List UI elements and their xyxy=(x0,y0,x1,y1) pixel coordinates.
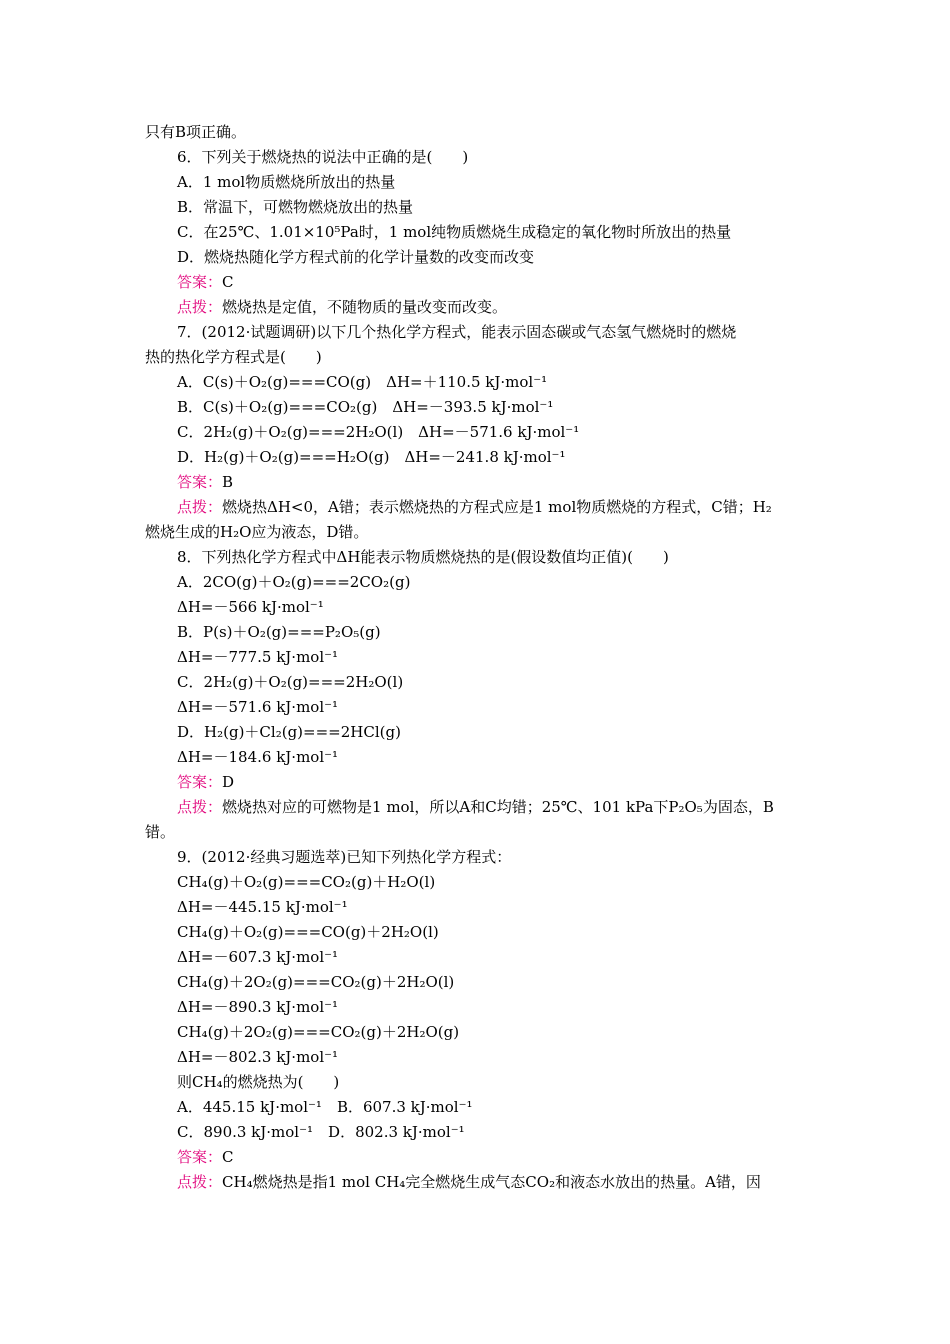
option-c: C．在25℃、1.01×10⁵Pa时，1 mol纯物质燃烧生成稳定的氧化物时所放出的热量 xyxy=(177,223,732,241)
answer-value: C xyxy=(222,273,234,291)
equation-line: ΔH=－777.5 kJ·mol⁻¹ xyxy=(177,648,339,666)
hint-text: 燃烧热ΔH<0，A错；表示燃烧热的方程式应是1 mol物质燃烧的方程式，C错；H₂ xyxy=(222,498,772,516)
question-prompt: 则CH₄的燃烧热为( ) xyxy=(177,1073,340,1091)
hint-text: 燃烧热对应的可燃物是1 mol，所以A和C均错；25℃、101 kPa下P₂O₅为固态，B xyxy=(222,798,774,816)
text-line: 燃烧生成的H₂O应为液态，D错。 xyxy=(145,523,369,541)
option-a: A．2CO(g)＋O₂(g)===2CO₂(g) xyxy=(177,573,411,591)
equation-line: CH₄(g)＋2O₂(g)===CO₂(g)＋2H₂O(l) xyxy=(177,973,455,991)
question-8: 8．下列热化学方程式中ΔH能表示物质燃烧热的是(假设数值均正值)( ) xyxy=(177,548,669,566)
option-c: C．2H₂(g)＋O₂(g)===2H₂O(l) xyxy=(177,673,404,691)
answer-label: 答案： xyxy=(177,273,223,291)
answer-label: 答案： xyxy=(177,473,223,491)
answer-label: 答案： xyxy=(177,1148,223,1166)
question-9: 9．(2012·经典习题选萃)已知下列热化学方程式： xyxy=(177,848,512,866)
hint-line xyxy=(177,797,817,817)
options-cd: C．890.3 kJ·mol⁻¹ D．802.3 kJ·mol⁻¹ xyxy=(177,1123,465,1141)
answer-line xyxy=(177,472,817,492)
answer-line xyxy=(177,272,817,292)
hint-label: 点拨： xyxy=(177,1173,223,1191)
option-b: B．P(s)＋O₂(g)===P₂O₅(g) xyxy=(177,623,381,641)
equation-line: ΔH=－802.3 kJ·mol⁻¹ xyxy=(177,1048,339,1066)
equation-line: ΔH=－890.3 kJ·mol⁻¹ xyxy=(177,998,339,1016)
equation-line: CH₄(g)＋O₂(g)===CO(g)＋2H₂O(l) xyxy=(177,923,439,941)
option-d: D．H₂(g)＋O₂(g)===H₂O(g) ΔH=－241.8 kJ·mol⁻¹ xyxy=(177,448,566,466)
hint-label: 点拨： xyxy=(177,798,223,816)
hint-line xyxy=(177,297,817,317)
answer-value: D xyxy=(222,773,235,791)
hint-text: 燃烧热是定值，不随物质的量改变而改变。 xyxy=(222,298,508,316)
option-a: A．C(s)＋O₂(g)===CO(g) ΔH=＋110.5 kJ·mol⁻¹ xyxy=(177,373,548,391)
equation-line: ΔH=－184.6 kJ·mol⁻¹ xyxy=(177,748,339,766)
question-7: 7．(2012·试题调研)以下几个热化学方程式，能表示固态碳或气态氢气燃烧时的燃烧 xyxy=(177,323,737,341)
equation-line: ΔH=－445.15 kJ·mol⁻¹ xyxy=(177,898,348,916)
answer-value: C xyxy=(222,1148,234,1166)
equation-line: ΔH=－566 kJ·mol⁻¹ xyxy=(177,598,324,616)
hint-label: 点拨： xyxy=(177,498,223,516)
equation-line: ΔH=－607.3 kJ·mol⁻¹ xyxy=(177,948,339,966)
equation-line: CH₄(g)＋O₂(g)===CO₂(g)＋H₂O(l) xyxy=(177,873,436,891)
text-line: 错。 xyxy=(145,823,176,841)
question-6: 6．下列关于燃烧热的说法中正确的是( ) xyxy=(177,148,469,166)
option-c: C．2H₂(g)＋O₂(g)===2H₂O(l) ΔH=－571.6 kJ·mol⁻¹ xyxy=(177,423,580,441)
option-d: D．H₂(g)＋Cl₂(g)===2HCl(g) xyxy=(177,723,401,741)
answer-value: B xyxy=(222,473,234,491)
answer-label: 答案： xyxy=(177,773,223,791)
text-line: 只有B项正确。 xyxy=(145,123,247,141)
hint-line xyxy=(177,497,817,517)
option-b: B．常温下，可燃物燃烧放出的热量 xyxy=(177,198,414,216)
option-d: D．燃烧热随化学方程式前的化学计量数的改变而改变 xyxy=(177,248,535,266)
answer-line xyxy=(177,1147,817,1167)
option-b: B．C(s)＋O₂(g)===CO₂(g) ΔH=－393.5 kJ·mol⁻¹ xyxy=(177,398,554,416)
hint-line xyxy=(177,1172,817,1192)
option-a: A．1 mol物质燃烧所放出的热量 xyxy=(177,173,396,191)
answer-line xyxy=(177,772,817,792)
equation-line: CH₄(g)＋2O₂(g)===CO₂(g)＋2H₂O(g) xyxy=(177,1023,460,1041)
hint-label: 点拨： xyxy=(177,298,223,316)
equation-line: ΔH=－571.6 kJ·mol⁻¹ xyxy=(177,698,339,716)
text-line: 热的热化学方程式是( ) xyxy=(145,348,322,366)
hint-text: CH₄燃烧热是指1 mol CH₄完全燃烧生成气态CO₂和液态水放出的热量。A错，因 xyxy=(222,1173,761,1191)
options-ab: A．445.15 kJ·mol⁻¹ B．607.3 kJ·mol⁻¹ xyxy=(177,1098,473,1116)
